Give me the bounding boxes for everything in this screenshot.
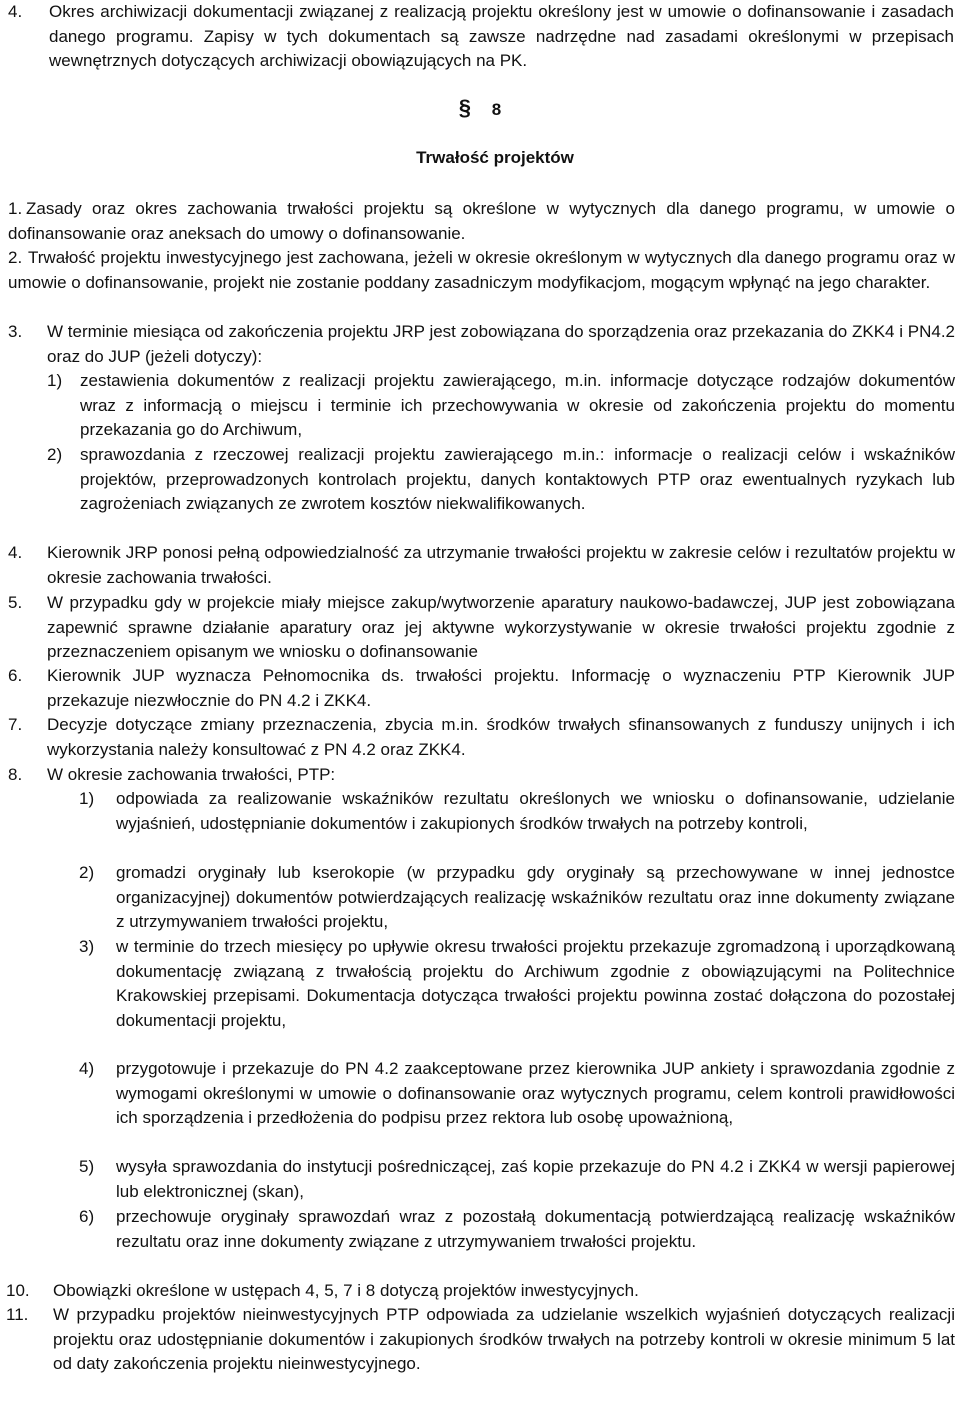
- item-number: 2.: [8, 248, 23, 267]
- list-item: [8, 763, 955, 788]
- sub-item-number: 6): [79, 1207, 95, 1226]
- sub-item-text: przygotowuje i przekazuje do PN 4.2 zaakceptowane przez kierownika JUP ankiety i sprawozdania zgodnie z wymogami określonymi w umowie o dofinansowanie oraz wytycznych programu, celem kontroli prawidłowości ich sporządzenia i przedłożenia do podpisu przez rektora lub osobę upoważnioną,: [116, 1059, 955, 1127]
- section-num: 8: [491, 100, 502, 119]
- sub-item-number: 5): [79, 1157, 95, 1176]
- item-text: W przypadku gdy w projekcie miały miejsce zakup/wytworzenie aparatury naukowo-badawczej, JUP jest zobowiązana zapewnić sprawne działanie aparatury oraz jej aktywne wykorzystywanie w okresie trwałości projektu zgodnie z przeznaczeniem opisanym we wniosku o dofinansowanie: [47, 593, 955, 661]
- item-number: 3.: [8, 322, 23, 341]
- item-text: Kierownik JRP ponosi pełną odpowiedzialność za utrzymanie trwałości projektu w zakresie celów i rezultatów projektu w okresie zachowania trwałości.: [47, 543, 955, 587]
- item-text: Decyzje dotyczące zmiany przeznaczenia, zbycia m.in. środków trwałych sfinansowanych z funduszy unijnych i ich wykorzystania należy konsultować z PN 4.2 oraz ZKK4.: [47, 715, 955, 759]
- sub-item-text: zestawienia dokumentów z realizacji projektu zawierającego, m.in. informacje dotyczące rodzajów dokumentów wraz z informacją o miejscu i terminie ich przechowywania w okresie od zakończenia projektu do momentu przekazania go do Archiwum,: [80, 371, 955, 439]
- item-number: 11.: [6, 1305, 29, 1324]
- sub-item-number: 1): [47, 371, 63, 390]
- list-item: [8, 713, 955, 762]
- sub-item-text: przechowuje oryginały sprawozdań wraz z pozostałą dokumentacją potwierdzającą realizację wskaźników rezultatu oraz inne dokumenty związane z utrzymywaniem trwałości projektu.: [116, 1207, 955, 1251]
- list-item: [8, 197, 955, 246]
- item-text: W przypadku projektów nieinwestycyjnych PTP odpowiada za udzielanie wszelkich wyjaśnień dotyczących realizacji projektu oraz udostępnianie dokumentów i zakupionych środków trwałych na potrzeby kontroli w okresie minimum 5 lat od daty zakończenia projektu nieinwestycyjnego.: [53, 1305, 955, 1373]
- sub-list-item: [47, 369, 955, 443]
- sub-list-item: [79, 935, 955, 1033]
- section-number: [0, 96, 960, 122]
- section-title: Trwałość projektów: [416, 148, 574, 167]
- item-number: 4.: [8, 543, 23, 562]
- sub-list-item: [79, 1205, 955, 1254]
- sub-item-number: 2): [47, 445, 63, 464]
- list-item: [8, 0, 954, 74]
- list-item: [8, 591, 955, 665]
- list-item: [8, 664, 955, 713]
- section-symbol: §: [458, 95, 472, 120]
- item-number: 8.: [8, 765, 23, 784]
- list-item: [6, 1303, 955, 1377]
- item-number: 1.: [8, 199, 23, 218]
- sub-list-item: [79, 787, 955, 836]
- list-item: [6, 1279, 955, 1304]
- sub-item-number: 4): [79, 1059, 95, 1078]
- item-text: Okres archiwizacji dokumentacji związanej z realizacją projektu określony jest w umowie o dofinansowanie i zasadach danego programu. Zapisy w tych dokumentach są zawsze nadrzędne nad zasadami określonymi w przepisach wewnętrznych dotyczących archiwizacji obowiązujących na PK.: [49, 2, 954, 70]
- sub-item-text: gromadzi oryginały lub kserokopie (w przypadku gdy oryginały są przechowywane w innej jednostce organizacyjnej) dokumentów potwierdzających realizację wskaźników rezultatu oraz inne dokumenty związane z utrzymywaniem trwałości projektu,: [116, 863, 955, 931]
- item-text: Zasady oraz okres zachowania trwałości projektu są określone w wytycznych dla danego programu, w umowie o dofinansowanie oraz aneksach do umowy o dofinansowanie.: [8, 199, 955, 243]
- item-number: 5.: [8, 593, 23, 612]
- sub-item-text: sprawozdania z rzeczowej realizacji projektu zawierającego m.in.: informacje o realizacji celów i wskaźników projektów, przeprowadzonych kontrolach projektu, danych kontaktowych PTP oraz ewentualnych ryzykach lub zagrożeniach związanych ze zwrotem kosztów niekwalifikowanych.: [80, 445, 955, 513]
- sub-list-item: [79, 1057, 955, 1131]
- sub-item-number: 3): [79, 937, 95, 956]
- item-number: 10.: [6, 1281, 30, 1300]
- item-number: 4.: [8, 2, 23, 21]
- sub-item-number: 2): [79, 863, 95, 882]
- sub-list-item: [79, 861, 955, 935]
- item-text: Obowiązki określone w ustępach 4, 5, 7 i 8 dotyczą projektów inwestycyjnych.: [53, 1281, 639, 1300]
- sub-item-text: wysyła sprawozdania do instytucji pośredniczącej, zaś kopie przekazuje do PN 4.2 i ZKK4 w wersji papierowej lub elektronicznej (skan),: [116, 1157, 955, 1201]
- sub-item-number: 1): [79, 789, 95, 808]
- item-text: W terminie miesiąca od zakończenia projektu JRP jest zobowiązana do sporządzenia oraz przekazania do ZKK4 i PN4.2 oraz do JUP (jeżeli dotyczy):: [47, 322, 955, 366]
- item-text: W okresie zachowania trwałości, PTP:: [47, 765, 336, 784]
- item-text: Kierownik JUP wyznacza Pełnomocnika ds. trwałości projektu. Informację o wyznaczeniu PTP Kierownik JUP przekazuje niezwłocznie do PN 4.2 i ZKK4.: [47, 666, 955, 710]
- item-number: 7.: [8, 715, 23, 734]
- list-item: [8, 541, 955, 590]
- list-item: [8, 320, 955, 369]
- item-number: 6.: [8, 666, 23, 685]
- item-text: Trwałość projektu inwestycyjnego jest zachowana, jeżeli w okresie określonym w wytycznych dla danego programu oraz w umowie o dofinansowanie, projekt nie zostanie poddany zasadniczym modyfikacjom, mogącym wpłynąć na jego charakter.: [8, 248, 955, 292]
- sub-item-text: w terminie do trzech miesięcy po upływie okresu trwałości projektu przekazuje zgromadzoną i uporządkowaną dokumentację związaną z trwałością projektu do Archiwum zgodnie z obowiązującymi na Politechnice Krakowskiej przepisami. Dokumentacja dotycząca trwałości projektu powinna zostać dołączona do pozostałej dokumentacji projektu,: [116, 937, 955, 1030]
- list-item: [8, 246, 955, 295]
- sub-list-item: [79, 1155, 955, 1204]
- sub-list-item: [47, 443, 955, 517]
- sub-item-text: odpowiada za realizowanie wskaźników rezultatu określonych we wniosku o dofinansowanie, udzielanie wyjaśnień, udostępnianie dokumentów i zakupionych środków trwałych na potrzeby kontroli,: [116, 789, 955, 833]
